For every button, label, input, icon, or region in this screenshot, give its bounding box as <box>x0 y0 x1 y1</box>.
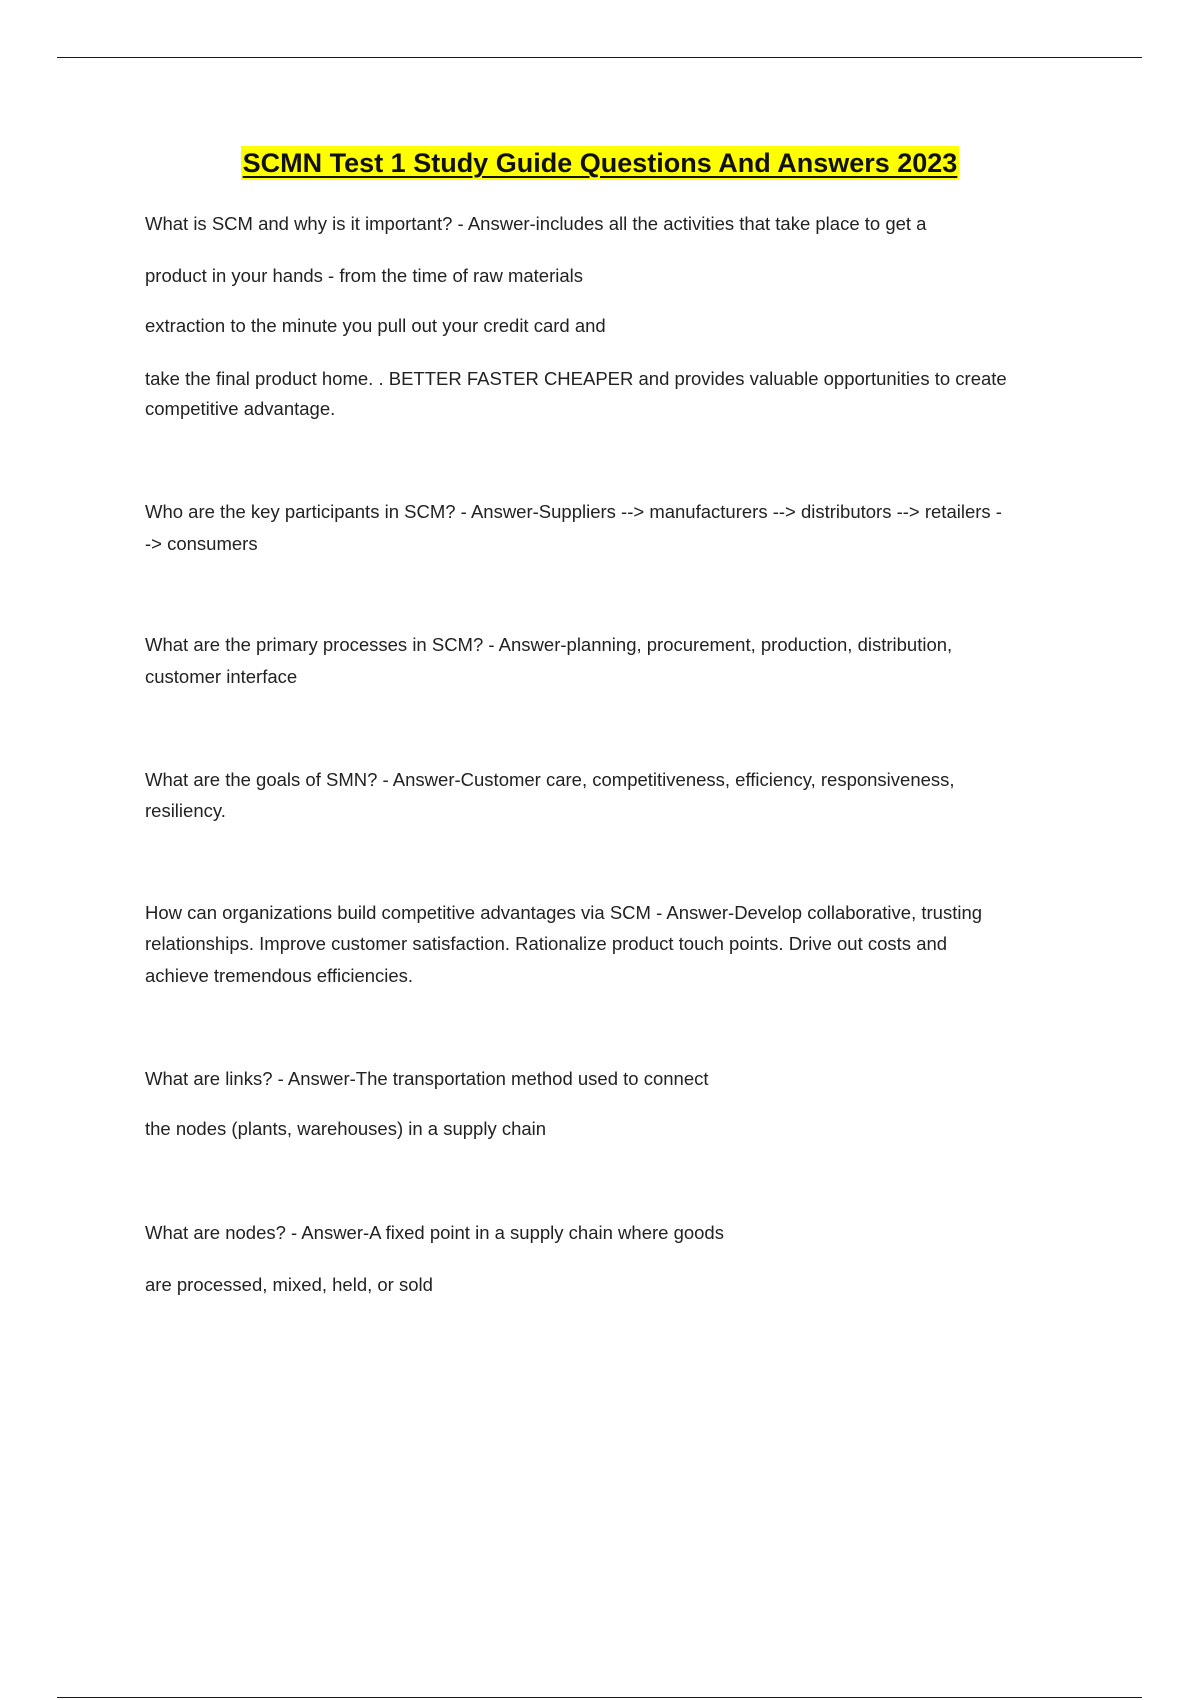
qa-1-line-3: extraction to the minute you pull out your credit card and <box>145 315 606 336</box>
qa-2-line-2: -> consumers <box>145 533 258 554</box>
title-container <box>0 146 1200 180</box>
qa-6-line-2: the nodes (plants, warehouses) in a supply chain <box>145 1118 547 1139</box>
qa-7-line-2: are processed, mixed, held, or sold <box>145 1274 433 1295</box>
qa-1-line-4: take the final product home. . BETTER FASTER CHEAPER and provides valuable opportunities to create <box>145 368 1007 389</box>
qa-4-line-1: What are the goals of SMN? - Answer-Customer care, competitiveness, efficiency, responsiveness, <box>145 769 955 790</box>
qa-5-line-3: achieve tremendous efficiencies. <box>145 965 414 986</box>
qa-5-line-2: relationships. Improve customer satisfaction. Rationalize product touch points. Drive out costs and <box>145 933 948 954</box>
qa-1-line-1: What is SCM and why is it important? - Answer-includes all the activities that take place to get a <box>145 213 927 234</box>
qa-6-line-1: What are links? - Answer-The transportation method used to connect <box>145 1068 709 1089</box>
qa-4-line-2: resiliency. <box>145 800 226 821</box>
qa-5-line-1: How can organizations build competitive advantages via SCM - Answer-Develop collaborative, trusting <box>145 902 983 923</box>
top-rule <box>57 57 1142 58</box>
qa-1-line-2: product in your hands - from the time of raw materials <box>145 265 584 286</box>
qa-3-line-1: What are the primary processes in SCM? - Answer-planning, procurement, production, distribution, <box>145 634 953 655</box>
bottom-rule <box>57 1697 1142 1698</box>
qa-2-line-1: Who are the key participants in SCM? - Answer-Suppliers --> manufacturers --> distributors --> retailers - <box>145 501 1002 522</box>
qa-7-line-1: What are nodes? - Answer-A fixed point in a supply chain where goods <box>145 1222 724 1243</box>
qa-1-line-5: competitive advantage. <box>145 398 336 419</box>
qa-3-line-2: customer interface <box>145 666 298 687</box>
document-title: SCMN Test 1 Study Guide Questions And Answers 2023 <box>242 148 958 178</box>
